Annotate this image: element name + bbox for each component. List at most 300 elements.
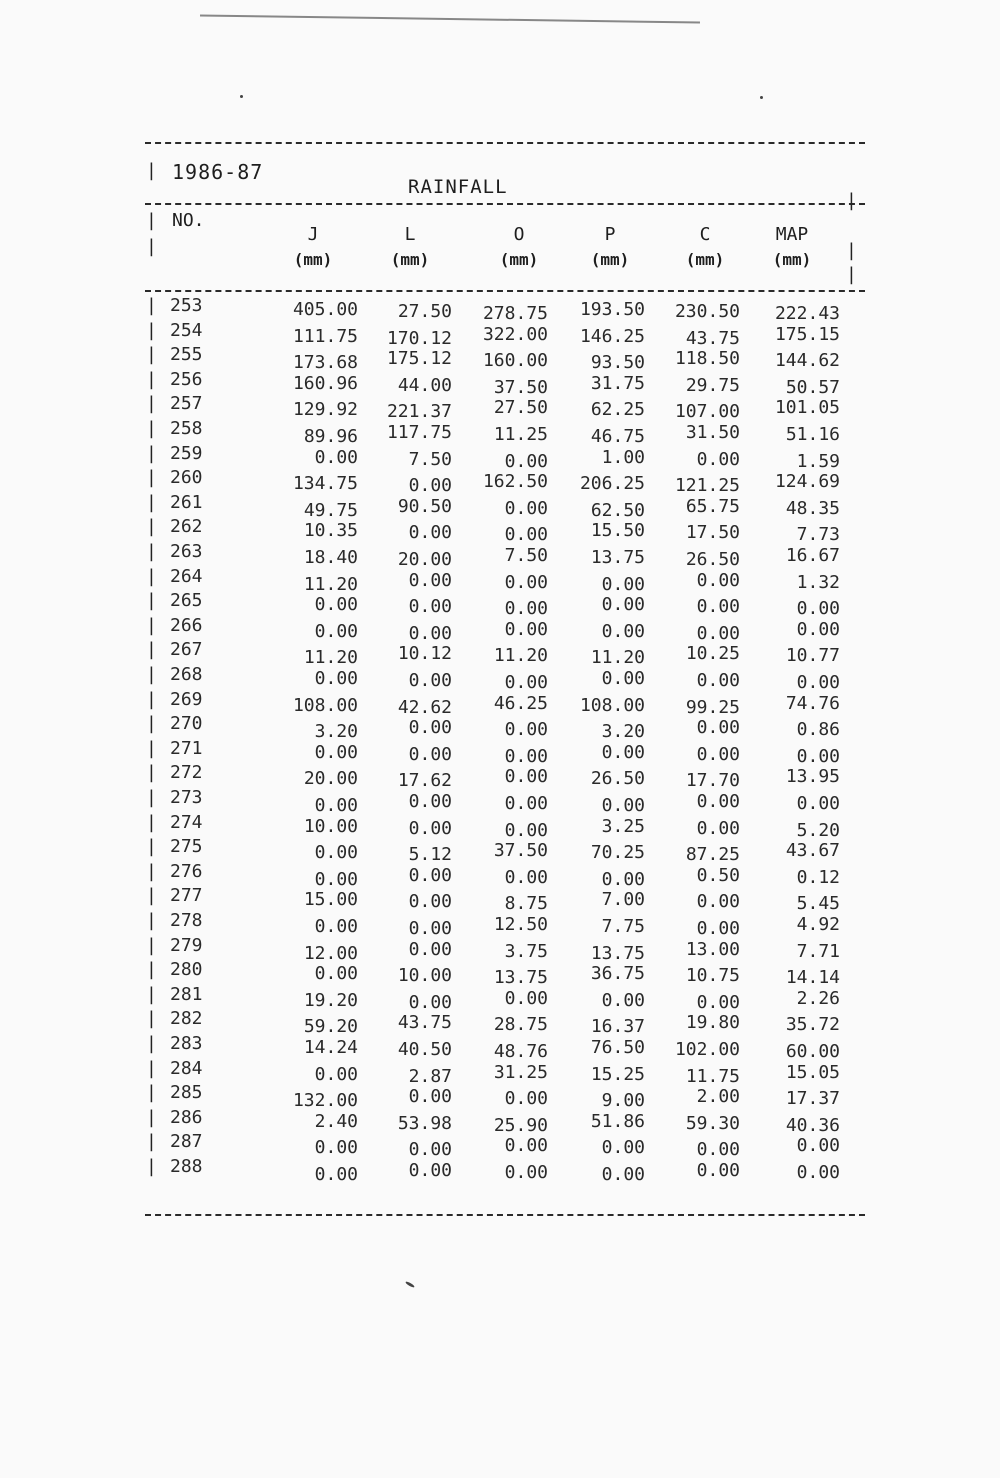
cell-p: 13.75 <box>590 942 645 964</box>
cell-o: 0.00 <box>504 571 548 593</box>
scan-speck <box>405 1281 415 1289</box>
cell-o: 3.75 <box>504 940 548 962</box>
row-number: 270 <box>170 713 203 735</box>
cell-map: 124.69 <box>774 471 840 493</box>
cell-j: 160.96 <box>292 372 358 394</box>
cell-p: 0.00 <box>601 989 645 1011</box>
cell-l: 90.50 <box>397 495 452 517</box>
row-border-mark: | <box>146 442 157 464</box>
cell-p: 26.50 <box>590 768 645 790</box>
row-number: 282 <box>170 1008 203 1030</box>
cell-o: 0.00 <box>504 618 548 640</box>
cell-map: 48.35 <box>785 497 840 519</box>
cell-c: 0.00 <box>696 891 740 913</box>
row-number: 281 <box>170 983 203 1005</box>
row-border-mark: | <box>146 344 157 366</box>
cell-j: 19.20 <box>303 989 358 1011</box>
cell-c: 13.00 <box>685 938 740 960</box>
cell-c: 107.00 <box>674 401 740 423</box>
row-border-mark: | <box>146 664 157 685</box>
column-header-j <box>258 224 368 269</box>
cell-map: 35.72 <box>785 1014 840 1036</box>
row-number: 261 <box>170 491 203 513</box>
cell-l: 53.98 <box>397 1112 452 1134</box>
row-number: 276 <box>170 860 203 882</box>
cell-c: 26.50 <box>685 549 740 570</box>
cell-l: 0.00 <box>408 670 452 691</box>
cell-c: 0.00 <box>696 918 740 939</box>
row-number: 265 <box>170 590 203 612</box>
cell-p: 9.00 <box>601 1090 645 1112</box>
row-border-mark: | <box>146 1131 157 1153</box>
cell-l: 0.00 <box>408 475 452 497</box>
row-number: 285 <box>170 1082 203 1104</box>
column-unit: (mm) <box>390 250 430 269</box>
cell-j: 10.35 <box>303 520 358 542</box>
row-number: 259 <box>170 442 203 464</box>
cell-c: 65.75 <box>685 495 740 517</box>
cell-p: 0.00 <box>601 868 645 890</box>
cell-map: 0.00 <box>796 1135 840 1157</box>
cell-c: 0.00 <box>696 991 740 1013</box>
row-border-mark: | <box>146 1082 157 1104</box>
cell-map: 7.71 <box>796 940 840 962</box>
row-number: 255 <box>170 344 203 366</box>
cell-j: 20.00 <box>303 768 358 790</box>
column-name: P <box>604 224 616 245</box>
row-number: 253 <box>170 295 203 316</box>
cell-l: 0.00 <box>408 938 452 960</box>
row-number: 266 <box>170 614 203 636</box>
cell-o: 278.75 <box>482 303 548 324</box>
column-name: MAP <box>775 224 809 245</box>
cell-map: 10.77 <box>785 645 840 667</box>
cell-j: 59.20 <box>303 1016 358 1038</box>
cell-j: 0.00 <box>314 1063 358 1085</box>
cell-p: 93.50 <box>590 352 645 374</box>
cell-o: 7.50 <box>504 545 548 566</box>
row-border-mark: | <box>146 516 157 538</box>
cell-c: 0.00 <box>696 670 740 691</box>
cell-map: 0.86 <box>796 719 840 741</box>
cell-map: 2.26 <box>796 987 840 1009</box>
scan-speck <box>240 95 243 98</box>
cell-j: 0.00 <box>314 1164 358 1185</box>
cell-j: 49.75 <box>303 499 358 521</box>
row-border-mark: | <box>146 787 157 808</box>
column-name: L <box>404 224 416 245</box>
column-header-no: NO. <box>172 210 205 231</box>
row-border-mark: | <box>146 860 157 882</box>
column-unit: (mm) <box>685 250 725 269</box>
cell-o: 11.25 <box>493 424 548 445</box>
row-number: 280 <box>170 959 203 981</box>
table-border-mark: | <box>846 240 857 261</box>
cell-map: 16.67 <box>785 545 840 566</box>
cell-map: 43.67 <box>785 840 840 862</box>
cell-j: 15.00 <box>303 889 358 911</box>
cell-p: 0.00 <box>601 1164 645 1185</box>
cell-p: 0.00 <box>601 1137 645 1159</box>
cell-j: 0.00 <box>314 868 358 890</box>
cell-o: 0.00 <box>504 987 548 1009</box>
cell-j: 14.24 <box>303 1037 358 1058</box>
cell-j: 0.00 <box>314 963 358 985</box>
row-border-mark: | <box>146 393 157 415</box>
cell-j: 129.92 <box>292 399 358 421</box>
cell-o: 0.00 <box>504 745 548 767</box>
cell-j: 11.20 <box>303 647 358 669</box>
cell-o: 0.00 <box>504 719 548 741</box>
cell-map: 144.62 <box>774 350 840 372</box>
table-top-rule <box>145 142 865 144</box>
cell-l: 0.00 <box>408 569 452 591</box>
cell-o: 11.20 <box>493 645 548 667</box>
cell-j: 0.00 <box>314 1137 358 1159</box>
row-border-mark: | <box>146 983 157 1005</box>
cell-o: 0.00 <box>504 497 548 519</box>
cell-c: 0.00 <box>696 569 740 591</box>
cell-j: 0.00 <box>314 446 358 468</box>
cell-o: 0.00 <box>504 1162 548 1183</box>
cell-p: 62.50 <box>590 499 645 521</box>
cell-map: 74.76 <box>785 692 840 714</box>
cell-c: 118.50 <box>674 348 740 370</box>
cell-o: 37.50 <box>493 376 548 398</box>
row-border-mark: | <box>146 1106 157 1128</box>
cell-c: 121.25 <box>674 475 740 497</box>
cell-o: 0.00 <box>504 766 548 788</box>
cell-l: 27.50 <box>397 301 452 322</box>
cell-c: 29.75 <box>685 374 740 396</box>
cell-j: 0.00 <box>314 741 358 763</box>
row-border-mark: | <box>146 418 157 439</box>
title-rule <box>145 203 865 205</box>
row-border-mark: | <box>146 688 157 710</box>
row-number: 284 <box>170 1057 203 1079</box>
cell-o: 0.00 <box>504 672 548 693</box>
row-border-mark: | <box>146 836 157 858</box>
cell-o: 162.50 <box>482 471 548 493</box>
cell-c: 102.00 <box>674 1039 740 1060</box>
cell-j: 0.00 <box>314 594 358 616</box>
row-number: 273 <box>170 787 203 808</box>
cell-c: 59.30 <box>685 1112 740 1134</box>
cell-map: 40.36 <box>785 1114 840 1136</box>
table-bottom-rule <box>145 1214 865 1216</box>
cell-map: 4.92 <box>796 914 840 935</box>
cell-j: 0.00 <box>314 668 358 689</box>
cell-o: 25.90 <box>493 1114 548 1136</box>
cell-p: 76.50 <box>590 1037 645 1058</box>
cell-p: 193.50 <box>579 299 645 320</box>
row-number: 274 <box>170 811 203 833</box>
table-border-mark: | <box>846 264 857 285</box>
row-border-mark: | <box>146 1156 157 1177</box>
year-label: 1986-87 <box>172 160 264 184</box>
cell-j: 0.00 <box>314 916 358 937</box>
cell-c: 10.25 <box>685 643 740 665</box>
row-number: 288 <box>170 1156 203 1177</box>
cell-p: 0.00 <box>601 795 645 816</box>
cell-p: 1.00 <box>601 446 645 468</box>
cell-l: 40.50 <box>397 1039 452 1060</box>
cell-c: 31.50 <box>685 422 740 443</box>
cell-j: 0.00 <box>314 842 358 864</box>
table-title: RAINFALL <box>408 176 508 198</box>
cell-l: 117.75 <box>386 422 452 443</box>
cell-j: 108.00 <box>292 694 358 716</box>
column-header-l <box>355 224 465 269</box>
cell-p: 146.25 <box>579 325 645 347</box>
row-border-mark: | <box>146 1008 157 1030</box>
table-border-mark: | <box>146 210 157 231</box>
row-number: 271 <box>170 737 203 759</box>
cell-p: 108.00 <box>579 694 645 716</box>
row-border-mark: | <box>146 467 157 489</box>
row-border-mark: | <box>146 737 157 759</box>
column-name: C <box>699 224 711 245</box>
cell-j: 3.20 <box>314 721 358 743</box>
cell-map: 101.05 <box>774 397 840 419</box>
row-border-mark: | <box>146 1033 157 1054</box>
cell-c: 0.50 <box>696 864 740 886</box>
column-header-p <box>555 224 665 269</box>
cell-l: 43.75 <box>397 1012 452 1034</box>
cell-l: 0.00 <box>408 791 452 812</box>
cell-l: 170.12 <box>386 327 452 349</box>
cell-l: 0.00 <box>408 1139 452 1161</box>
cell-o: 37.50 <box>493 840 548 862</box>
cell-l: 10.00 <box>397 965 452 987</box>
row-border-mark: | <box>146 565 157 587</box>
cell-map: 0.12 <box>796 866 840 888</box>
column-unit: (mm) <box>772 250 812 269</box>
column-name: O <box>513 224 525 245</box>
cell-l: 0.00 <box>408 1160 452 1181</box>
column-unit: (mm) <box>293 250 333 269</box>
cell-p: 7.00 <box>601 889 645 911</box>
cell-p: 62.25 <box>590 399 645 421</box>
cell-j: 405.00 <box>292 299 358 320</box>
row-border-mark: | <box>146 713 157 735</box>
cell-c: 0.00 <box>696 717 740 739</box>
row-number: 267 <box>170 639 203 661</box>
cell-o: 0.00 <box>504 598 548 620</box>
cell-j: 0.00 <box>314 620 358 642</box>
table-border-mark: | <box>146 160 157 181</box>
row-number: 263 <box>170 541 203 562</box>
cell-o: 160.00 <box>482 350 548 372</box>
cell-l: 0.00 <box>408 891 452 913</box>
cell-l: 0.00 <box>408 864 452 886</box>
cell-j: 173.68 <box>292 352 358 374</box>
cell-j: 10.00 <box>303 815 358 837</box>
row-border-mark: | <box>146 319 157 341</box>
cell-p: 70.25 <box>590 842 645 864</box>
cell-l: 0.00 <box>408 918 452 939</box>
row-number: 275 <box>170 836 203 858</box>
row-border-mark: | <box>146 811 157 833</box>
cell-c: 43.75 <box>685 327 740 349</box>
cell-o: 8.75 <box>504 893 548 915</box>
cell-l: 0.00 <box>408 596 452 618</box>
cell-o: 0.00 <box>504 1135 548 1157</box>
cell-c: 0.00 <box>696 817 740 839</box>
cell-o: 27.50 <box>493 397 548 419</box>
cell-map: 0.00 <box>796 1162 840 1183</box>
row-border-mark: | <box>146 639 157 661</box>
row-number: 260 <box>170 467 203 489</box>
cell-l: 7.50 <box>408 448 452 470</box>
cell-p: 0.00 <box>601 594 645 616</box>
cell-j: 11.20 <box>303 573 358 595</box>
row-number: 256 <box>170 368 203 390</box>
cell-map: 60.00 <box>785 1041 840 1062</box>
cell-j: 18.40 <box>303 547 358 568</box>
cell-o: 0.00 <box>504 524 548 546</box>
row-number: 268 <box>170 664 203 685</box>
column-unit: (mm) <box>590 250 630 269</box>
cell-c: 87.25 <box>685 844 740 866</box>
row-number: 272 <box>170 762 203 784</box>
row-border-mark: | <box>146 910 157 931</box>
cell-o: 13.75 <box>493 967 548 989</box>
cell-l: 0.00 <box>408 817 452 839</box>
row-border-mark: | <box>146 368 157 390</box>
cell-p: 31.75 <box>590 372 645 394</box>
row-border-mark: | <box>146 541 157 562</box>
row-border-mark: | <box>146 1057 157 1079</box>
cell-p: 13.75 <box>590 547 645 568</box>
cell-o: 31.25 <box>493 1061 548 1083</box>
cell-c: 0.00 <box>696 1160 740 1181</box>
cell-p: 51.86 <box>590 1110 645 1132</box>
cell-j: 12.00 <box>303 942 358 964</box>
cell-map: 13.95 <box>785 766 840 788</box>
row-number: 264 <box>170 565 203 587</box>
cell-map: 0.00 <box>796 598 840 620</box>
cell-c: 19.80 <box>685 1012 740 1034</box>
scan-speck <box>760 96 763 99</box>
cell-p: 0.00 <box>601 573 645 595</box>
cell-l: 2.87 <box>408 1065 452 1087</box>
scan-streak <box>200 15 700 24</box>
cell-p: 7.75 <box>601 916 645 937</box>
row-number: 286 <box>170 1106 203 1128</box>
cell-o: 12.50 <box>493 914 548 935</box>
cell-c: 99.25 <box>685 696 740 718</box>
cell-l: 42.62 <box>397 696 452 718</box>
cell-p: 3.20 <box>601 721 645 743</box>
cell-c: 0.00 <box>696 596 740 618</box>
cell-l: 5.12 <box>408 844 452 866</box>
cell-c: 11.75 <box>685 1065 740 1087</box>
cell-map: 5.20 <box>796 819 840 841</box>
row-border-mark: | <box>146 614 157 636</box>
cell-p: 15.25 <box>590 1063 645 1085</box>
row-number: 257 <box>170 393 203 415</box>
cell-map: 5.45 <box>796 893 840 915</box>
cell-p: 15.50 <box>590 520 645 542</box>
cell-l: 221.37 <box>386 401 452 423</box>
cell-p: 46.75 <box>590 426 645 447</box>
cell-j: 111.75 <box>292 325 358 347</box>
cell-o: 0.00 <box>504 866 548 888</box>
cell-j: 2.40 <box>314 1110 358 1132</box>
row-border-mark: | <box>146 934 157 956</box>
cell-map: 1.59 <box>796 450 840 472</box>
cell-map: 0.00 <box>796 618 840 640</box>
row-number: 262 <box>170 516 203 538</box>
row-border-mark: | <box>146 295 157 316</box>
cell-p: 0.00 <box>601 668 645 689</box>
cell-o: 28.75 <box>493 1014 548 1036</box>
cell-l: 44.00 <box>397 374 452 396</box>
cell-map: 175.15 <box>774 323 840 345</box>
cell-o: 46.25 <box>493 692 548 714</box>
cell-c: 0.00 <box>696 448 740 470</box>
table-border-mark: | <box>146 236 157 257</box>
cell-o: 0.00 <box>504 793 548 814</box>
row-number: 279 <box>170 934 203 956</box>
cell-map: 0.00 <box>796 745 840 767</box>
cell-p: 0.00 <box>601 620 645 642</box>
cell-map: 7.73 <box>796 524 840 546</box>
cell-o: 0.00 <box>504 819 548 841</box>
row-number: 287 <box>170 1131 203 1153</box>
cell-l: 17.62 <box>397 770 452 792</box>
cell-c: 10.75 <box>685 965 740 987</box>
cell-j: 134.75 <box>292 473 358 495</box>
cell-c: 230.50 <box>674 301 740 322</box>
row-border-mark: | <box>146 959 157 981</box>
row-border-mark: | <box>146 491 157 513</box>
cell-map: 0.00 <box>796 672 840 693</box>
cell-p: 0.00 <box>601 741 645 763</box>
cell-c: 0.00 <box>696 743 740 765</box>
row-number: 283 <box>170 1033 203 1054</box>
cell-c: 17.50 <box>685 522 740 544</box>
cell-c: 17.70 <box>685 770 740 792</box>
cell-map: 0.00 <box>796 793 840 814</box>
cell-l: 0.00 <box>408 717 452 739</box>
cell-c: 2.00 <box>696 1086 740 1108</box>
cell-c: 0.00 <box>696 1139 740 1161</box>
row-border-mark: | <box>146 885 157 907</box>
cell-p: 36.75 <box>590 963 645 985</box>
cell-p: 16.37 <box>590 1016 645 1038</box>
row-number: 269 <box>170 688 203 710</box>
cell-l: 0.00 <box>408 991 452 1013</box>
row-border-mark: | <box>146 590 157 612</box>
cell-o: 48.76 <box>493 1041 548 1062</box>
cell-map: 15.05 <box>785 1061 840 1083</box>
cell-c: 0.00 <box>696 791 740 812</box>
row-border-mark: | <box>146 762 157 784</box>
cell-l: 0.00 <box>408 622 452 644</box>
row-number: 254 <box>170 319 203 341</box>
row-number: 278 <box>170 910 203 931</box>
column-unit: (mm) <box>499 250 539 269</box>
cell-p: 3.25 <box>601 815 645 837</box>
header-rule <box>145 290 865 292</box>
cell-o: 0.00 <box>504 1088 548 1110</box>
cell-p: 206.25 <box>579 473 645 495</box>
cell-map: 50.57 <box>785 376 840 398</box>
cell-j: 89.96 <box>303 426 358 447</box>
cell-l: 0.00 <box>408 1086 452 1108</box>
